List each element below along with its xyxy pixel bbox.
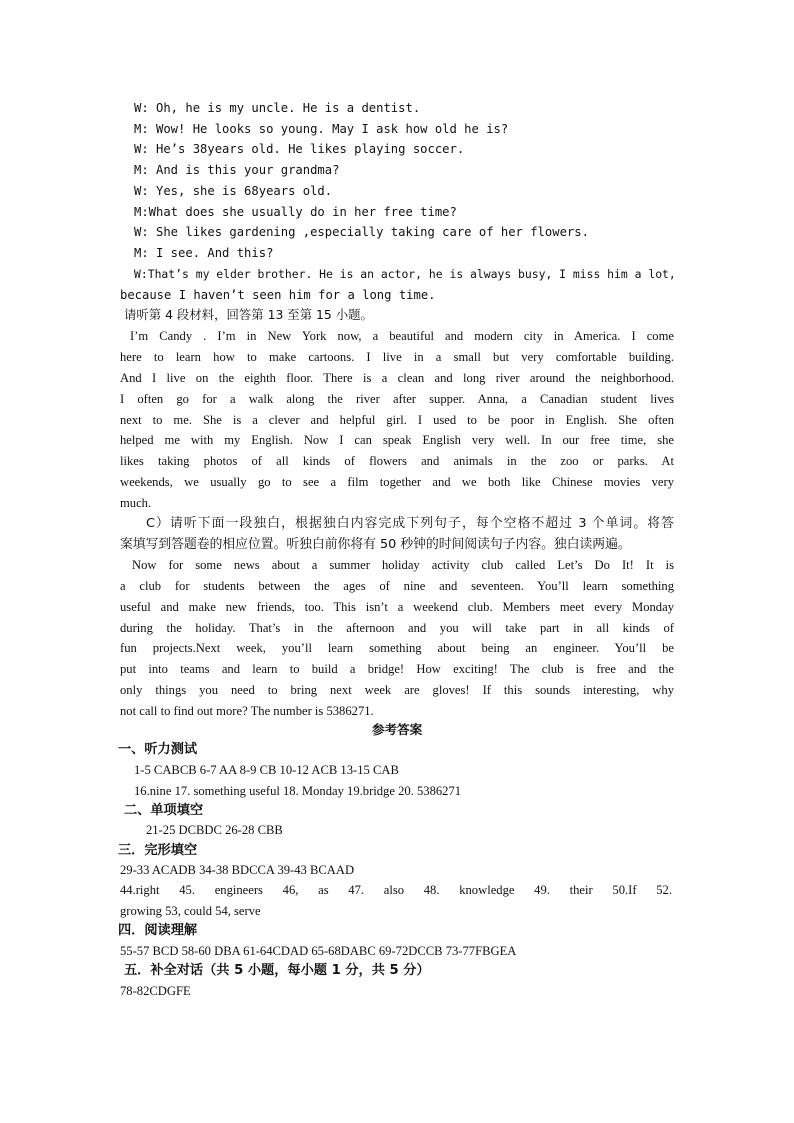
dialogue-line: M:What does she usually do in her free time? (134, 205, 457, 219)
monologue-line: fun projects.Next week, you’ll learn something about being an engineer. You’ll be (120, 641, 674, 655)
dialogue-line: M: And is this your grandma? (134, 163, 340, 177)
section-heading: 四．阅读理解 (118, 923, 198, 938)
dialogue-line: M: I see. And this? (134, 246, 274, 260)
monologue-line: not call to find out more? The number is 5386271. (120, 704, 374, 718)
monologue-line: a club for students between the ages of nine and seventeen. You’ll learn something (120, 579, 674, 593)
dialogue-line: W: Yes, she is 68years old. (134, 184, 333, 198)
part-c-instruction: C）请听下面一段独白，根据独白内容完成下列句子，每个空格不超过 3 个单词。将答 (146, 516, 674, 531)
answers-title: 参考答案 (371, 722, 423, 737)
answer-line: 29-33 ACADB 34-38 BDCCA 39-43 BCAAD (120, 863, 355, 877)
answer-line: 44.right 45. engineers 46, as 47. also 48. knowledge 49. their 50.If 52. (120, 883, 672, 897)
section-heading: 一、听力测试 (118, 742, 198, 757)
answer-line: 21-25 DCBDC 26-28 CBB (146, 823, 283, 837)
monologue-line: useful and make new friends, too. This isn’t a weekend club. Members meet every Monday (120, 600, 674, 614)
passage-line: And I live on the eighth floor. There is a clean and long river around the neighborhood. (120, 371, 674, 385)
dialogue-line: W:That’s my elder brother. He is an actor, he is always busy, I miss him a lot, (134, 267, 676, 281)
passage-line: weekends, we usually go to see a film together and we both like Chinese movies very (120, 475, 674, 489)
section-heading: 五．补全对话（共 5 小题，每小题 1 分，共 5 分） (124, 963, 430, 978)
answer-line: 78-82CDGFE (120, 984, 191, 998)
section-instruction: 请听第 4 段材料，回答第 13 至第 15 小题。 (124, 307, 373, 322)
passage-line: likes taking photos of all kinds of flowers and animals in the zoo or parks. At (120, 454, 674, 468)
part-c-instruction: 案填写到答题卷的相应位置。听独白前你将有 50 秒钟的时间阅读句子内容。独白读两遍。 (120, 537, 631, 552)
passage-line: here to learn how to make cartoons. I live in a small but very comfortable building. (120, 350, 674, 364)
monologue-line: during the holiday. That’s in the afternoon and you will take part in all kinds of (120, 621, 674, 635)
passage-line: helped me with my English. Now I can speak English very well. In our free time, she (120, 433, 674, 447)
answer-line: 55-57 BCD 58-60 DBA 61-64CDAD 65-68DABC 69-72DCCB 73-77FBGEA (120, 944, 517, 958)
passage-line: next to me. She is a clever and helpful girl. I used to be poor in English. She often (120, 413, 674, 427)
dialogue-line: because I haven’t seen him for a long time. (120, 288, 436, 302)
passage-line: much. (120, 496, 152, 510)
answer-line: growing 53, could 54, serve (120, 904, 261, 918)
passage-line: I’m Candy . I’m in New York now, a beautiful and modern city in America. I come (130, 329, 674, 343)
answer-line: 1-5 CABCB 6-7 AA 8-9 CB 10-12 ACB 13-15 CAB (134, 763, 399, 777)
monologue-line: only things you need to bring next week are gloves! If this sounds interesting, why (120, 683, 674, 697)
section-heading: 二、单项填空 (124, 803, 204, 818)
monologue-line: Now for some news about a summer holiday activity club called Let’s Do It! It is (132, 558, 674, 572)
dialogue-line: W: He’s 38years old. He likes playing soccer. (134, 142, 465, 156)
answer-line: 16.nine 17. something useful 18. Monday 19.bridge 20. 5386271 (134, 784, 462, 798)
dialogue-line: W: Oh, he is my uncle. He is a dentist. (134, 101, 421, 115)
monologue-line: put into teams and learn to build a bridge! How exciting! The club is free and the (120, 662, 674, 676)
passage-line: I often go for a walk along the river after supper. Anna, a Canadian student lives (120, 392, 674, 406)
section-heading: 三．完形填空 (118, 843, 198, 858)
dialogue-line: W: She likes gardening ,especially taking care of her flowers. (134, 225, 589, 239)
dialogue-line: M: Wow! He looks so young. May I ask how old he is? (134, 122, 509, 136)
